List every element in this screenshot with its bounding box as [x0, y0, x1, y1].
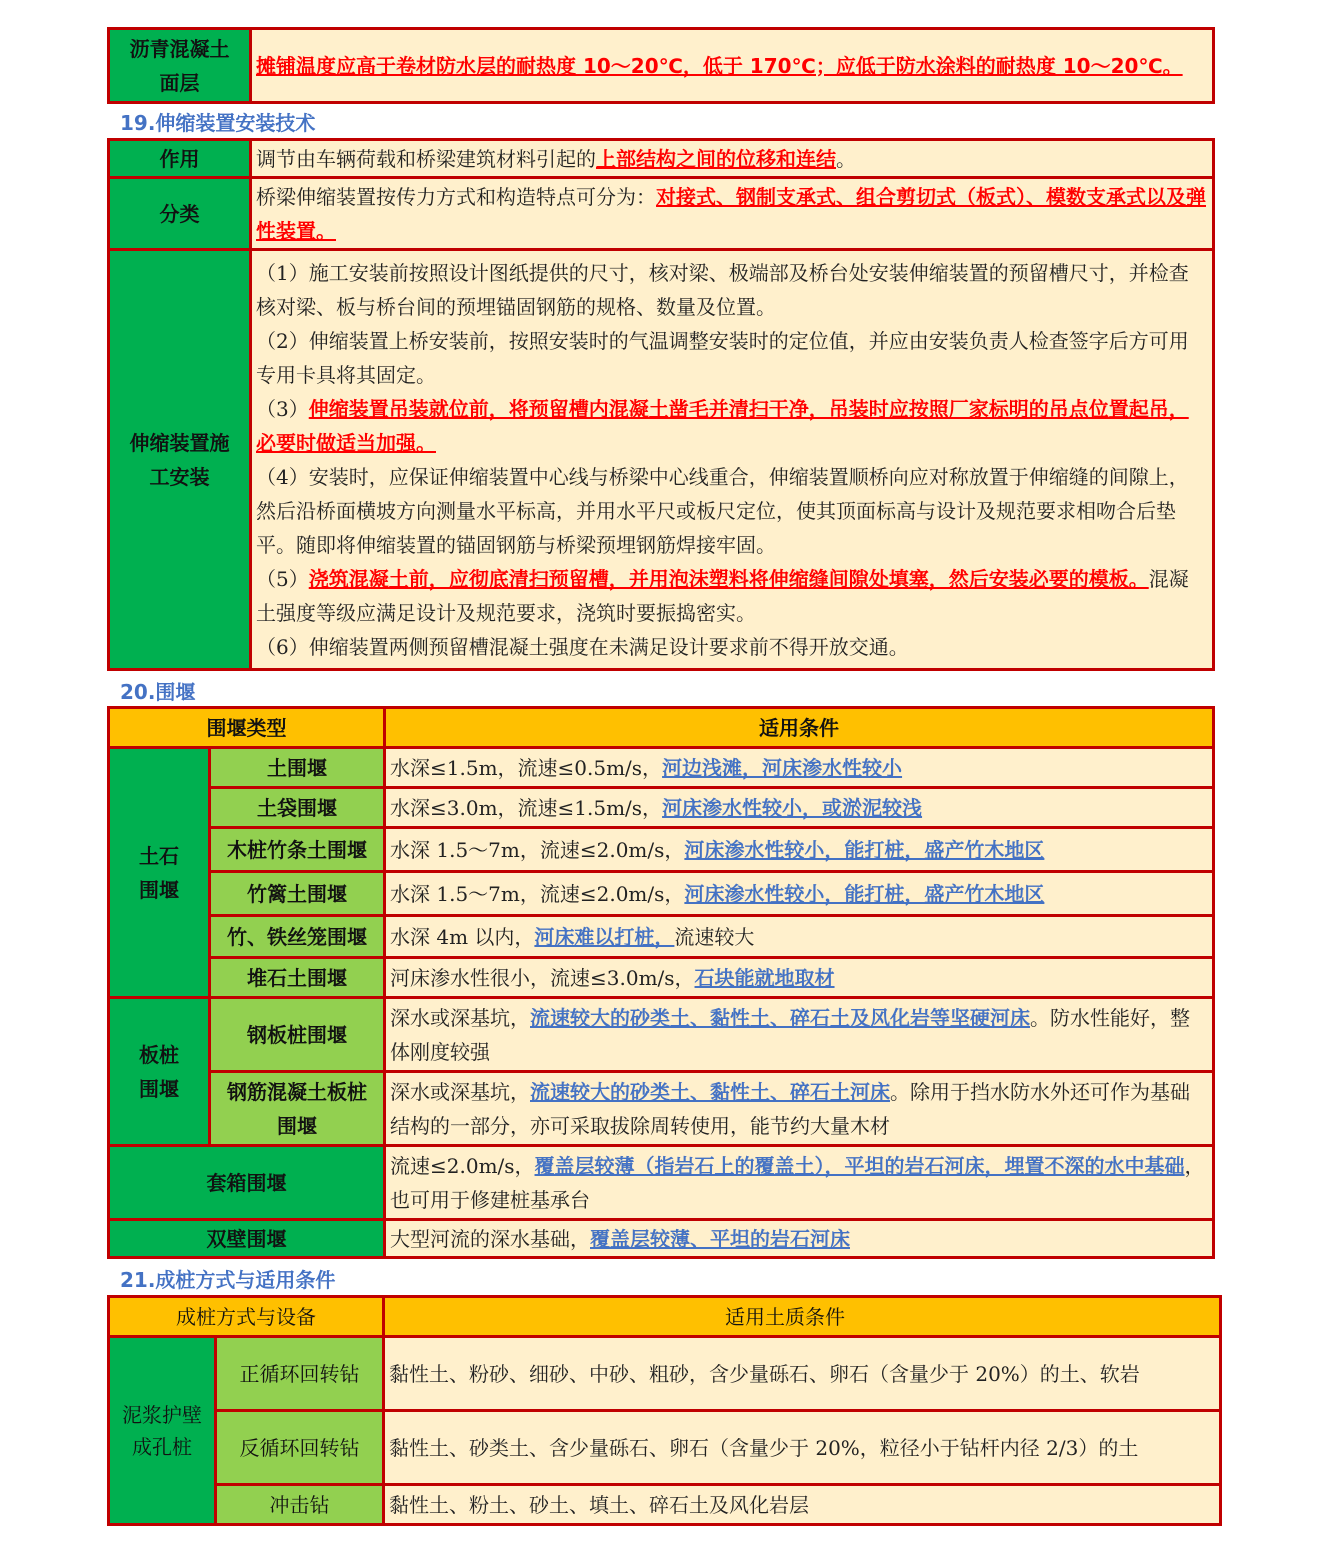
installation-label: [109, 250, 251, 670]
cond-rockfill: 河床渗水性很小，流速≤3.0m/s，石块能就地取材: [385, 958, 1214, 998]
installation-steps: [251, 250, 1214, 670]
type-rc-sheet-pile: 钢筋混凝土板桩 围堰: [210, 1072, 385, 1146]
expansion-joint-table: [107, 138, 1215, 671]
asphalt-text-cell: [251, 29, 1214, 103]
type-bamboo-fence: 竹篱土围堰: [210, 872, 385, 916]
install-step-5: （5）浇筑混凝土前，应彻底清扫预留槽，并用泡沫塑料将伸缩缝间隙处填塞，然后安装必要的模板。混凝土强度等级应满足设计及规范要求，浇筑时要振捣密实。: [256, 566, 1189, 625]
asphalt-requirement-text: 摊铺温度应高于卷材防水层的耐热度 10～20℃，低于 170℃；应低于防水涂料的耐热度 10～20℃。: [256, 53, 1183, 78]
install-step-6: （6）伸缩装置两侧预留槽混凝土强度在未满足设计要求前不得开放交通。: [256, 634, 909, 659]
cond-steel-sheet-pile: 深水或深基坑，流速较大的砂类土、黏性土、碎石土及风化岩等坚硬河床。防水性能好，整体刚度较强: [385, 998, 1214, 1072]
type-earth-bag: 土袋围堰: [210, 788, 385, 828]
equip-forward-rotary: 正循环回转钻: [216, 1337, 384, 1411]
group-sheet-pile: 板桩 围堰: [109, 998, 210, 1146]
install-step-3: （3）伸缩装置吊装就位前，将预留槽内混凝土凿毛并清扫干净，吊装时应按照厂家标明的吊点位置起吊，必要时做适当加强。: [256, 396, 1189, 455]
function-plain: 调节由车辆荷载和桥梁建筑材料引起的: [256, 146, 596, 171]
cond-box-cofferdam: 流速≤2.0m/s，覆盖层较薄（指岩石上的覆盖土），平坦的岩石河床，埋置不深的水中基础，也可用于修建桩基承台: [385, 1146, 1214, 1220]
section-20-title: 20.围堰: [120, 680, 196, 704]
cond-timber-bamboo: 水深 1.5～7m，流速≤2.0m/s，河床渗水性较小，能打桩，盛产竹木地区: [385, 828, 1214, 872]
type-box-cofferdam: 套箱围堰: [109, 1146, 385, 1220]
type-wire-cage: 竹、铁丝笼围堰: [210, 916, 385, 958]
cond-bamboo-fence: 水深 1.5～7m，流速≤2.0m/s，河床渗水性较小，能打桩，盛产竹木地区: [385, 872, 1214, 916]
asphalt-layer-table: [107, 27, 1215, 104]
type-timber-bamboo: 木桩竹条土围堰: [210, 828, 385, 872]
asphalt-label-line1: 沥青混凝土: [129, 36, 230, 61]
equip-reverse-rotary: 反循环回转钻: [216, 1411, 384, 1485]
equip-percussion: 冲击钻: [216, 1485, 384, 1525]
install-step-2: （2）伸缩装置上桥安装前，按照安装时的气温调整安装时的定位值，并应由安装负责人检查签字后方可用专用卡具将其固定。: [256, 328, 1189, 387]
pile-method-table: [107, 1295, 1222, 1526]
type-earth: 土围堰: [210, 748, 385, 788]
section-21-title: 21.成桩方式与适用条件: [120, 1268, 336, 1292]
type-steel-sheet-pile: 钢板桩围堰: [210, 998, 385, 1072]
classification-text: [251, 178, 1214, 250]
group-earth-rock: 土石 围堰: [109, 748, 210, 998]
classification-plain: 桥梁伸缩装置按传力方式和构造特点可分为：: [256, 184, 656, 209]
cond-double-wall: 大型河流的深水基础，覆盖层较薄、平坦的岩石河床: [385, 1220, 1214, 1258]
type-rockfill: 堆石土围堰: [210, 958, 385, 998]
function-tail: 。: [836, 146, 856, 171]
cond-rc-sheet-pile: 深水或深基坑，流速较大的砂类土、黏性土、碎石土河床。除用于挡水防水外还可作为基础结构的一部分，亦可采取拔除周转使用，能节约大量木材: [385, 1072, 1214, 1146]
install-step-4: （4）安装时，应保证伸缩装置中心线与桥梁中心线重合，伸缩装置顺桥向应对称放置于伸缩缝的间隙上，然后沿桥面横坡方向测量水平标高，并用水平尺或板尺定位，使其顶面标高与设计及规范要求相吻合后垫平。随即将伸缩装置的锚固钢筋与桥梁预埋钢筋焊接牢固。: [256, 464, 1189, 557]
header-applicable-conditions: 适用条件: [385, 708, 1214, 748]
cond-wire-cage: 水深 4m 以内，河床难以打桩，流速较大: [385, 916, 1214, 958]
group-slurry-wall: 泥浆护壁 成孔桩: [109, 1337, 216, 1525]
installation-label-line2: 工安装: [149, 464, 210, 489]
install-step-1: （1）施工安装前按照设计图纸提供的尺寸，核对梁、极端部及桥台处安装伸缩装置的预留槽尺寸，并检查核对梁、板与桥台间的预埋锚固钢筋的规格、数量及位置。: [256, 260, 1189, 319]
installation-label-line1: 伸缩装置施: [129, 430, 230, 455]
header-soil-conditions: 适用土质条件: [384, 1297, 1221, 1337]
type-double-wall: 双壁围堰: [109, 1220, 385, 1258]
asphalt-label-cell: [109, 29, 251, 103]
soil-reverse-rotary: 黏性土、砂类土、含少量砾石、卵石（含量少于 20%，粒径小于钻杆内径 2/3）的土: [384, 1411, 1221, 1485]
header-cofferdam-type: 围堰类型: [109, 708, 385, 748]
function-highlight: 上部结构之间的位移和连结: [596, 146, 836, 171]
cond-earth: 水深≤1.5m，流速≤0.5m/s，河边浅滩，河床渗水性较小: [385, 748, 1214, 788]
cond-earth-bag: 水深≤3.0m，流速≤1.5m/s，河床渗水性较小，或淤泥较浅: [385, 788, 1214, 828]
section-19-title: 19.伸缩装置安装技术: [120, 111, 316, 135]
asphalt-label-line2: 面层: [159, 70, 200, 95]
function-label: 作用: [109, 140, 251, 178]
function-text: [251, 140, 1214, 178]
classification-highlight: 对接式、钢制支承式、组合剪切式（板式）、模数支承式以及弹性装置。: [256, 184, 1206, 243]
header-pile-method: 成桩方式与设备: [109, 1297, 384, 1337]
soil-forward-rotary: 黏性土、粉砂、细砂、中砂、粗砂，含少量砾石、卵石（含量少于 20%）的土、软岩: [384, 1337, 1221, 1411]
cofferdam-table: [107, 706, 1215, 1259]
soil-percussion: 黏性土、粉土、砂土、填土、碎石土及风化岩层: [384, 1485, 1221, 1525]
classification-label: 分类: [109, 178, 251, 250]
